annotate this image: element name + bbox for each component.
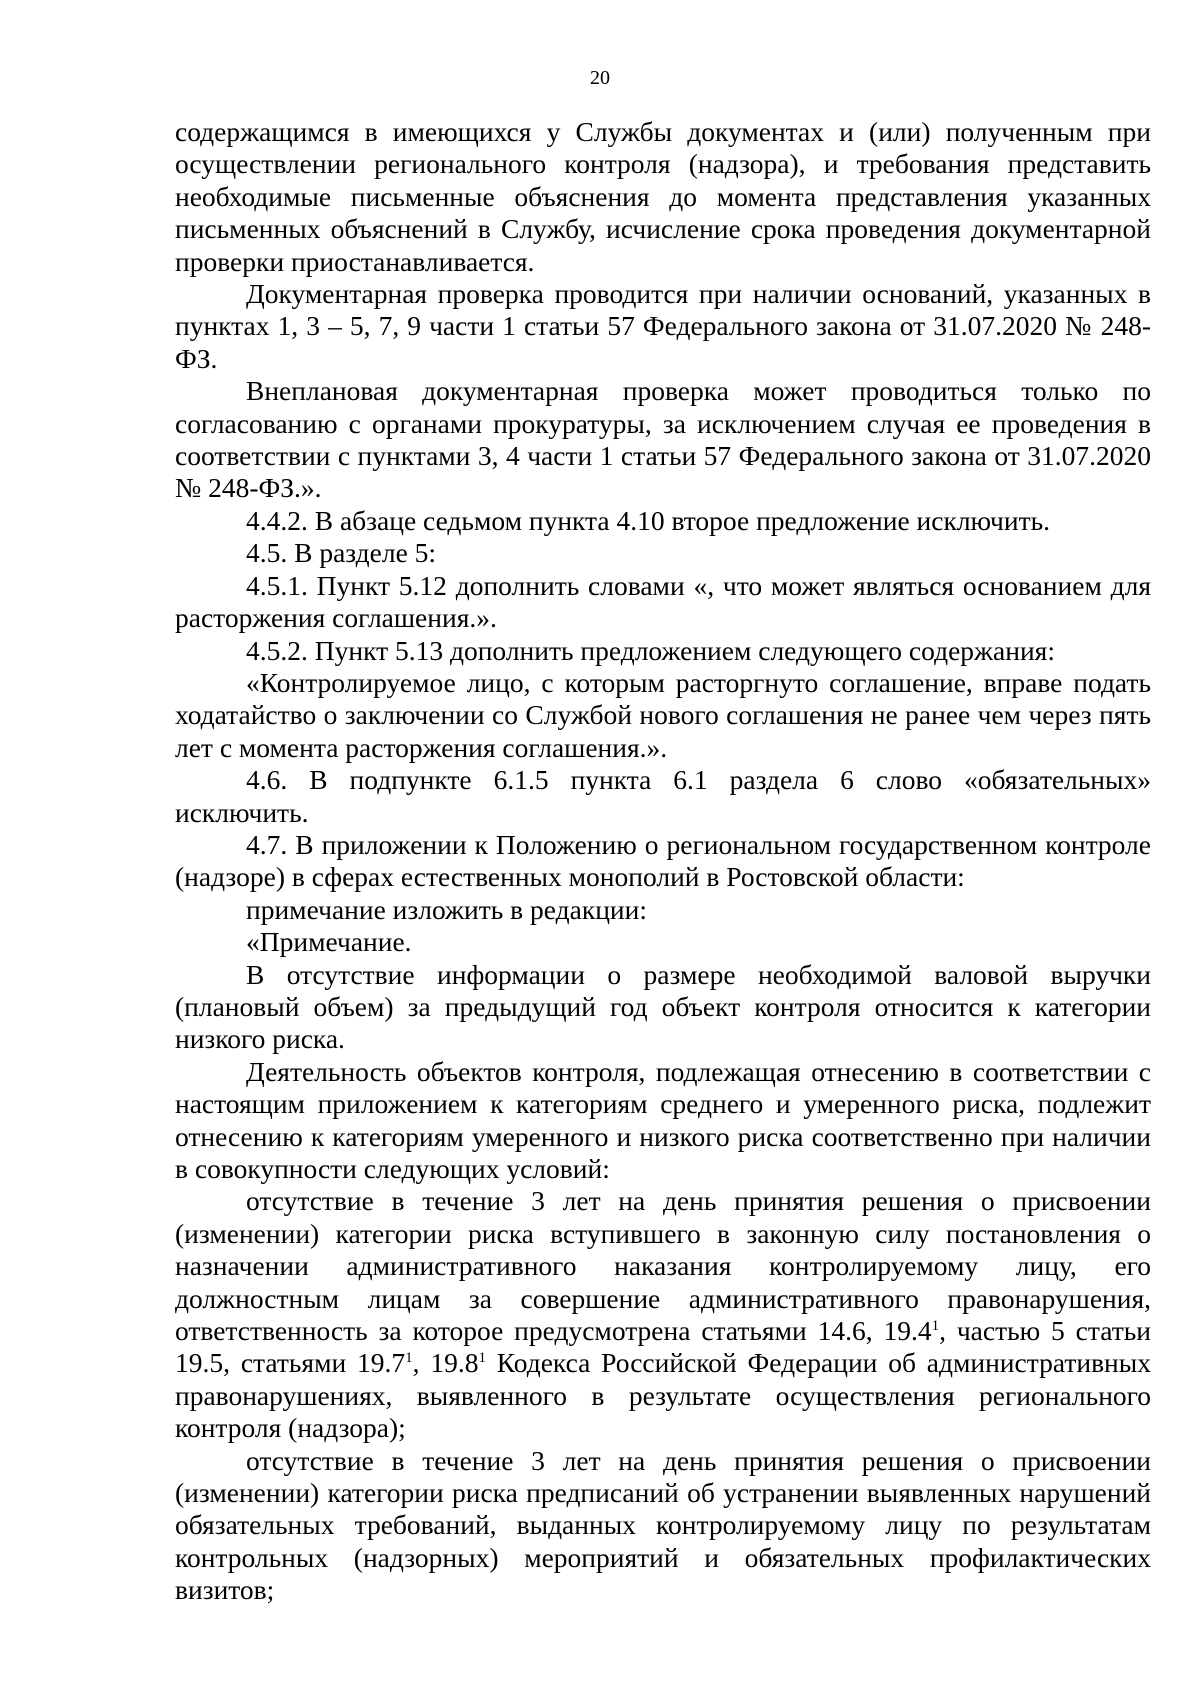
paragraph-continuation: содержащимся в имеющихся у Службы документах и (или) полученным при осуществлении регионального контроля (надзора), и требования представить необходимые письменные объяснения до момента представления указанных письменных объяснений в Службу, исчисление срока проведения документарной проверки приостанавливается. — [175, 116, 1151, 277]
paragraph-4-5: 4.5. В разделе 5: — [246, 537, 437, 569]
page-number: 20 — [590, 67, 610, 89]
paragraph-condition-no-penalty: отсутствие в течение 3 лет на день принятия решения о присвоении (изменении) категории риска вступившего в законную силу постановления о назначении административного наказания контролируемому лицу, его должностным лицам за совершение административного правонарушения, ответственность за которое предусмотрена статьями 14.6, 19.4$^1$, частью 5 статьи 19.5, статьями 19.7$^1$, 19.8$^1$ Кодекса Российской Федерации об административных правонарушениях, выявленного в результате осуществления регионального контроля (надзора); — [175, 1185, 1151, 1444]
superscript-one: 1 — [478, 1350, 486, 1367]
paragraph-4-5-1: 4.5.1. Пункт 5.12 дополнить словами «, что может являться основанием для расторжения соглашения.». — [175, 569, 1151, 634]
paragraph-unscheduled-check: Внеплановая документарная проверка может проводиться только по согласованию с органами прокуратуры, за исключением случая ее проведения в соответствии с пунктами 3, 4 части 1 статьи 57 Федерального закона от 31.07.2020 № 248-ФЗ.». — [175, 375, 1151, 504]
document-body — [175, 116, 1151, 1607]
paragraph-note-instruction: примечание изложить в редакции: — [246, 893, 647, 925]
paragraph-note-heading: «Примечание. — [246, 926, 412, 958]
superscript-one: 1 — [405, 1350, 413, 1367]
paragraph-quoted-addition: «Контролируемое лицо, с которым расторгнуто соглашение, вправе подать ходатайство о заключении со Службой нового соглашения не ранее чем через пять лет с момента расторжения соглашения.». — [175, 666, 1151, 763]
paragraph-4-4-2: 4.4.2. В абзаце седьмом пункта 4.10 второе предложение исключить. — [246, 504, 1051, 536]
paragraph-risk-reassignment: Деятельность объектов контроля, подлежащая отнесению в соответствии с настоящим приложением к категориям среднего и умеренного риска, подлежит отнесению к категориям умеренного и низкого риска соответственно при наличии в совокупности следующих условий: — [175, 1055, 1151, 1184]
paragraph-condition-no-orders: отсутствие в течение 3 лет на день принятия решения о присвоении (изменении) категории риска предписаний об устранении выявленных нарушений обязательных требований, выданных контролируемому лицу по результатам контрольных (надзорных) мероприятий и обязательных профилактических визитов; — [175, 1444, 1151, 1606]
paragraph-documentary-check-grounds: Документарная проверка проводится при наличии оснований, указанных в пунктах 1, 3 – 5, 7, 9 части 1 статьи 57 Федерального закона от 31.07.2020 № 248-ФЗ. — [175, 278, 1151, 374]
superscript-one: 1 — [931, 1318, 940, 1335]
paragraph-4-5-2: 4.5.2. Пункт 5.13 дополнить предложением следующего содержания: — [246, 634, 1055, 666]
paragraph-4-7: 4.7. В приложении к Положению о региональном государственном контроле (надзоре) в сферах естественных монополий в Ростовской области: — [175, 828, 1151, 893]
paragraph-4-6: 4.6. В подпункте 6.1.5 пункта 6.1 раздела 6 слово «обязательных» исключить. — [175, 764, 1151, 828]
paragraph-note-low-risk: В отсутствие информации о размере необходимой валовой выручки (плановый объем) за предыдущий год объект контроля относится к категории низкого риска. — [175, 958, 1151, 1055]
